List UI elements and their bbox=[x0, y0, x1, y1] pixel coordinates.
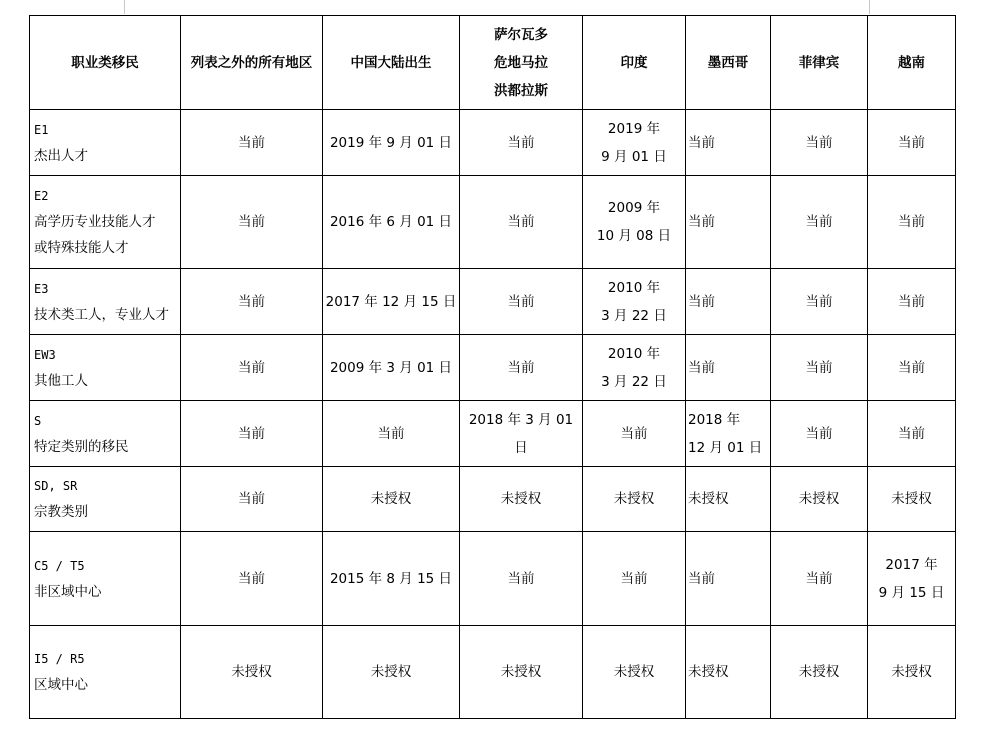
date-cell bbox=[181, 532, 323, 626]
date-cell bbox=[181, 626, 323, 719]
header-text: 萨尔瓦多 bbox=[494, 26, 548, 43]
header-col-china bbox=[323, 16, 460, 110]
date-cell bbox=[771, 467, 868, 532]
date-cell bbox=[686, 532, 771, 626]
cell-value: 未授权 bbox=[688, 491, 729, 507]
category-cell bbox=[30, 401, 181, 467]
cell-value: 当前 bbox=[805, 134, 833, 151]
header-text: 印度 bbox=[620, 54, 648, 71]
date-cell bbox=[771, 269, 868, 335]
table-row bbox=[30, 532, 956, 626]
cell-value: 2010 年 bbox=[607, 279, 661, 296]
cell-value: 未授权 bbox=[231, 664, 272, 680]
cell-value: 当前 bbox=[620, 570, 648, 587]
date-cell bbox=[460, 467, 583, 532]
date-cell bbox=[868, 176, 956, 269]
cell-value: 当前 bbox=[238, 570, 265, 587]
category-cell bbox=[30, 176, 181, 269]
date-cell bbox=[323, 335, 460, 401]
header-col-central-america bbox=[460, 16, 583, 110]
table-body bbox=[30, 110, 956, 719]
header-text: 中国大陆出生 bbox=[350, 54, 432, 71]
date-cell bbox=[323, 467, 460, 532]
date-cell bbox=[583, 467, 686, 532]
date-cell bbox=[868, 110, 956, 176]
date-cell bbox=[323, 626, 460, 719]
date-cell bbox=[181, 110, 323, 176]
date-cell bbox=[868, 626, 956, 719]
category-description: 或特殊技能人才 bbox=[34, 240, 129, 256]
date-cell bbox=[686, 626, 771, 719]
category-cell bbox=[30, 626, 181, 719]
cell-value: 当前 bbox=[238, 359, 265, 376]
date-cell bbox=[868, 532, 956, 626]
header-col-philippines bbox=[771, 16, 868, 110]
category-description: 区域中心 bbox=[34, 677, 88, 693]
visa-bulletin-table bbox=[29, 15, 956, 719]
header-row bbox=[30, 16, 956, 110]
cell-value: 当前 bbox=[377, 425, 405, 442]
table-row bbox=[30, 467, 956, 532]
date-cell bbox=[771, 626, 868, 719]
cell-value: 当前 bbox=[238, 293, 265, 310]
header-text: 列表之外的所有地区 bbox=[190, 54, 313, 71]
date-cell bbox=[686, 467, 771, 532]
cell-value: 未授权 bbox=[891, 491, 932, 507]
table-row bbox=[30, 335, 956, 401]
category-description: 宗教类别 bbox=[34, 504, 88, 520]
date-cell bbox=[583, 532, 686, 626]
cell-value: 未授权 bbox=[500, 664, 542, 680]
header-category: 职业类移民 bbox=[30, 16, 181, 110]
cell-value: 3 月 22 日 bbox=[601, 307, 667, 324]
date-cell bbox=[323, 176, 460, 269]
category-cell bbox=[30, 269, 181, 335]
cell-value: 当前 bbox=[805, 425, 833, 442]
date-cell bbox=[583, 269, 686, 335]
cell-value: 未授权 bbox=[370, 664, 412, 680]
cell-value: 当前 bbox=[507, 293, 535, 310]
cell-value: 当前 bbox=[688, 214, 715, 230]
header-text: 越南 bbox=[898, 54, 925, 71]
header-text: 危地马拉 bbox=[494, 54, 548, 71]
cell-value: 当前 bbox=[238, 491, 265, 507]
date-cell bbox=[771, 176, 868, 269]
category-description: 其他工人 bbox=[34, 372, 88, 389]
header-col-vietnam bbox=[868, 16, 956, 110]
cell-value: 当前 bbox=[898, 293, 925, 310]
category-description: 杰出人才 bbox=[34, 147, 88, 164]
category-cell bbox=[30, 467, 181, 532]
header-col-rest-of-world bbox=[181, 16, 323, 110]
header-col-mexico bbox=[686, 16, 771, 110]
category-description: 特定类别的移民 bbox=[34, 438, 129, 455]
header-text: 洪都拉斯 bbox=[494, 82, 548, 99]
date-cell bbox=[583, 176, 686, 269]
cell-value: 当前 bbox=[688, 570, 715, 587]
category-code: E2 bbox=[34, 189, 49, 203]
cell-value: 当前 bbox=[238, 214, 265, 230]
cell-value: 当前 bbox=[805, 293, 833, 310]
cell-value: 当前 bbox=[507, 570, 535, 587]
cell-value: 2018 年 3 月 01 日 bbox=[468, 411, 574, 456]
category-code: E1 bbox=[34, 122, 49, 137]
cell-value: 2015 年 8 月 15 日 bbox=[329, 570, 453, 587]
category-cell bbox=[30, 110, 181, 176]
date-cell bbox=[181, 335, 323, 401]
date-cell bbox=[583, 626, 686, 719]
category-description: 技术类工人，专业人才 bbox=[34, 306, 169, 323]
cell-value: 未授权 bbox=[798, 664, 840, 680]
date-cell bbox=[460, 401, 583, 467]
date-cell bbox=[771, 110, 868, 176]
cell-value: 当前 bbox=[898, 425, 925, 442]
date-cell bbox=[868, 401, 956, 467]
cell-value: 当前 bbox=[688, 293, 715, 310]
category-description: 高学历专业技能人才 bbox=[34, 214, 156, 230]
header-text: 墨西哥 bbox=[707, 54, 749, 71]
table-row bbox=[30, 626, 956, 719]
cell-value: 未授权 bbox=[891, 664, 932, 680]
date-cell bbox=[460, 532, 583, 626]
cell-value: 当前 bbox=[898, 359, 925, 376]
date-cell bbox=[771, 335, 868, 401]
date-cell bbox=[460, 269, 583, 335]
date-cell bbox=[181, 269, 323, 335]
cell-value: 2019 年 9 月 01 日 bbox=[329, 134, 453, 151]
category-code: I5 / R5 bbox=[34, 652, 85, 666]
date-cell bbox=[460, 335, 583, 401]
cell-value: 2018 年 bbox=[688, 411, 741, 428]
date-cell bbox=[686, 269, 771, 335]
cell-value: 当前 bbox=[688, 134, 715, 151]
category-cell bbox=[30, 532, 181, 626]
cell-value: 2019 年 bbox=[607, 120, 661, 137]
cell-value: 当前 bbox=[805, 214, 833, 230]
cell-value: 未授权 bbox=[613, 664, 655, 680]
cell-value: 未授权 bbox=[613, 491, 655, 507]
cell-value: 2009 年 bbox=[607, 200, 661, 216]
table-row bbox=[30, 176, 956, 269]
date-cell bbox=[181, 401, 323, 467]
date-cell bbox=[868, 467, 956, 532]
cell-value: 3 月 22 日 bbox=[601, 373, 667, 390]
table-row bbox=[30, 110, 956, 176]
cell-value: 当前 bbox=[805, 570, 833, 587]
cell-value: 当前 bbox=[507, 214, 535, 230]
header-col-india bbox=[583, 16, 686, 110]
cell-value: 当前 bbox=[507, 134, 535, 151]
table-row bbox=[30, 401, 956, 467]
date-cell bbox=[771, 401, 868, 467]
page-margin-marker-right bbox=[869, 0, 870, 14]
cell-value: 2010 年 bbox=[607, 345, 661, 362]
date-cell bbox=[686, 110, 771, 176]
date-cell bbox=[323, 269, 460, 335]
date-cell bbox=[686, 335, 771, 401]
date-cell bbox=[868, 269, 956, 335]
category-code: S bbox=[34, 413, 42, 428]
cell-value: 当前 bbox=[238, 425, 265, 442]
cell-value: 2017 年 bbox=[885, 556, 938, 573]
category-cell bbox=[30, 335, 181, 401]
table-row bbox=[30, 269, 956, 335]
cell-value: 未授权 bbox=[500, 491, 542, 507]
date-cell bbox=[583, 110, 686, 176]
cell-value: 2009 年 3 月 01 日 bbox=[329, 359, 453, 376]
cell-value: 未授权 bbox=[798, 491, 840, 507]
cell-value: 当前 bbox=[620, 425, 648, 442]
date-cell bbox=[181, 467, 323, 532]
cell-value: 当前 bbox=[805, 359, 833, 376]
date-cell bbox=[460, 110, 583, 176]
date-cell bbox=[686, 401, 771, 467]
cell-value: 12 月 01 日 bbox=[688, 439, 763, 456]
cell-value: 当前 bbox=[898, 214, 925, 230]
category-code: C5 / T5 bbox=[34, 558, 85, 573]
cell-value: 当前 bbox=[238, 134, 265, 151]
header-text: 菲律宾 bbox=[798, 54, 840, 71]
date-cell bbox=[460, 626, 583, 719]
date-cell bbox=[868, 335, 956, 401]
cell-value: 当前 bbox=[898, 134, 925, 151]
cell-value: 2016 年 6 月 01 日 bbox=[329, 214, 453, 230]
category-code: EW3 bbox=[34, 347, 56, 362]
category-code: SD, SR bbox=[34, 479, 78, 493]
date-cell bbox=[323, 401, 460, 467]
date-cell bbox=[181, 176, 323, 269]
cell-value: 未授权 bbox=[370, 491, 412, 507]
cell-value: 9 月 01 日 bbox=[601, 148, 667, 165]
date-cell bbox=[460, 176, 583, 269]
cell-value: 10 月 08 日 bbox=[596, 228, 672, 244]
cell-value: 当前 bbox=[507, 359, 535, 376]
cell-value: 2017 年 12 月 15 日 bbox=[325, 293, 457, 310]
date-cell bbox=[323, 110, 460, 176]
cell-value: 9 月 15 日 bbox=[878, 584, 945, 601]
date-cell bbox=[583, 335, 686, 401]
category-code: E3 bbox=[34, 281, 49, 296]
category-description: 非区域中心 bbox=[34, 583, 102, 600]
date-cell bbox=[583, 401, 686, 467]
date-cell bbox=[771, 532, 868, 626]
date-cell bbox=[686, 176, 771, 269]
date-cell bbox=[323, 532, 460, 626]
page-margin-marker-left bbox=[124, 0, 125, 14]
cell-value: 当前 bbox=[688, 359, 715, 376]
cell-value: 未授权 bbox=[688, 664, 729, 680]
